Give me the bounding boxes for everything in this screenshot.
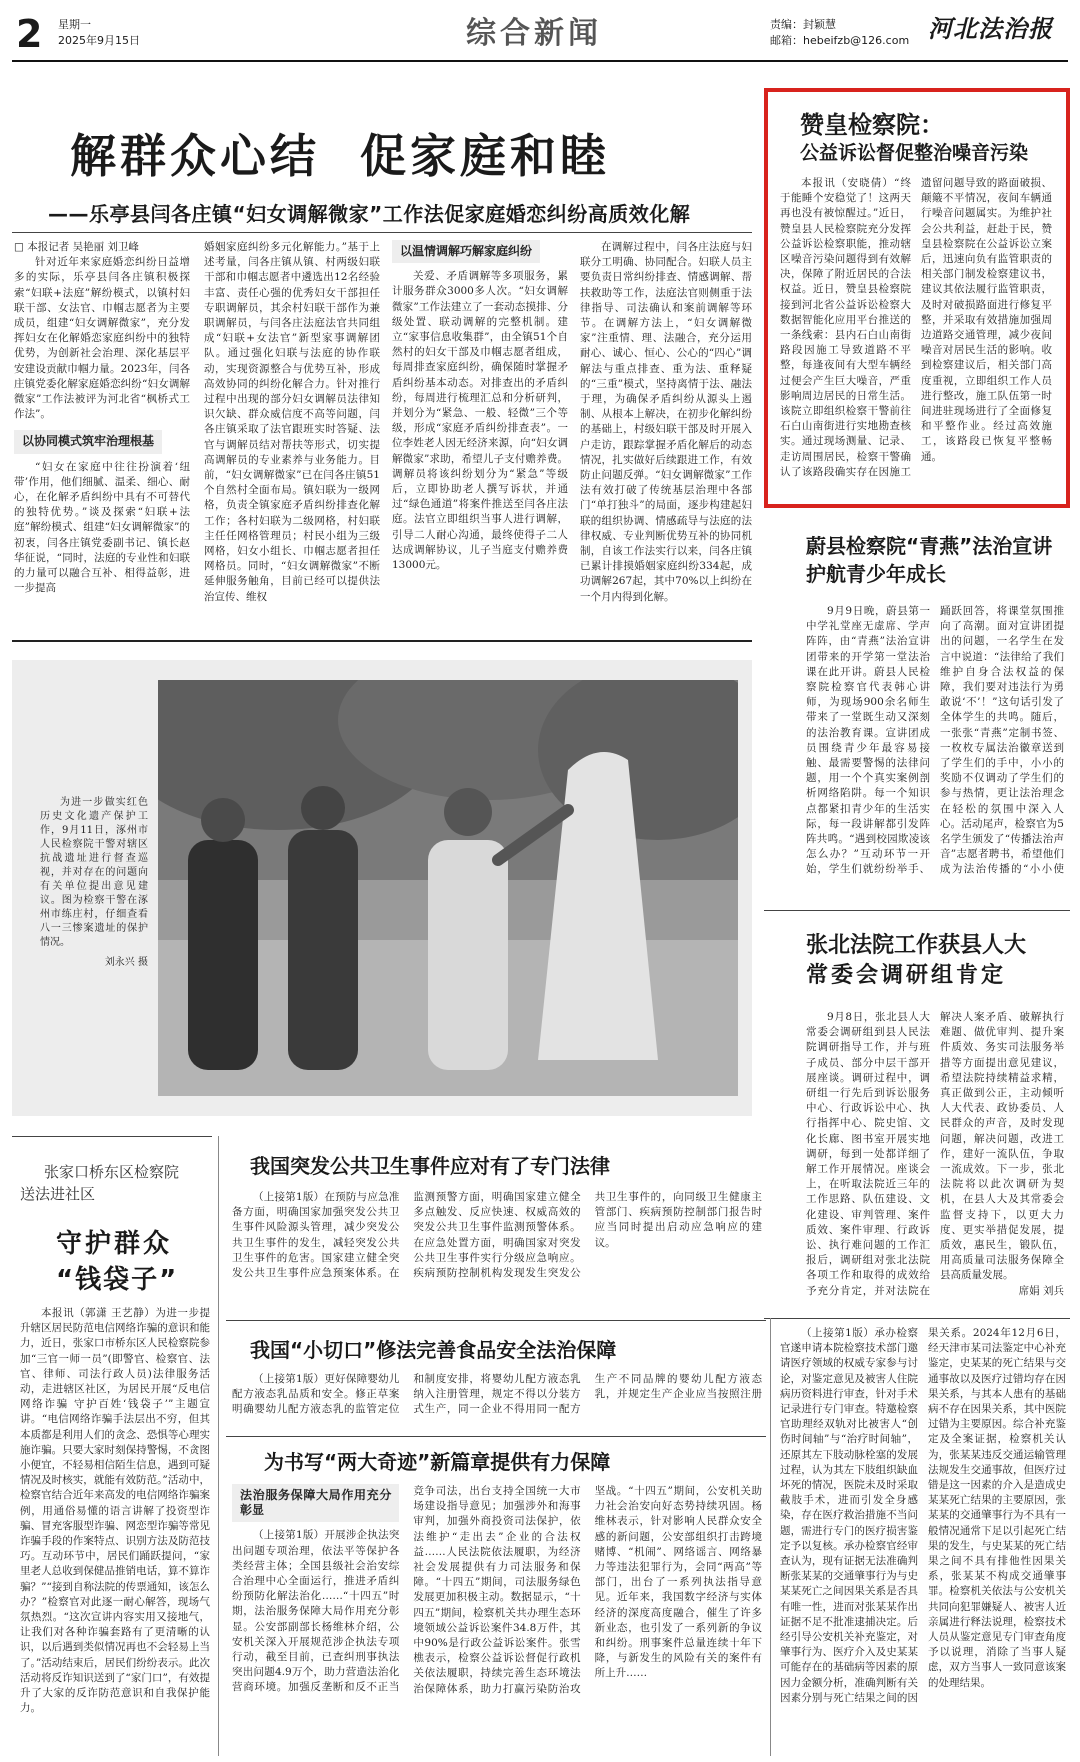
lead-column-1 [14,240,190,612]
page-number: 2 [16,12,43,56]
zanhuang-title-line2: 公益诉讼督促整治噪音污染 [800,142,1029,164]
lead-column-2 [204,240,380,612]
zanhuang-body: 本报讯（安晓倩）“终于能睡个安稳觉了！这两天再也没有被惊醒过。”近日，赞皇县人民检察院充分发挥公益诉讼检察职能，推动辖区噪音污染问题得到有效解决，保障了附近居民的合法权益。近日，赞皇县检察院接到河北省公益诉讼检察大数据智能化应用平台推送的一条线索：县内石白山南街路段因施工导致道路不平整，每逢夜间有大型车辆经过便会产生巨大噪音，严重影响周边居民的日常生活。该院立即组织检察干警前往石白山南街进行实地勘查核实。通过现场测量、记录、走访周围居民，检察干警确认了该路段确实存在因施工遗留问题导致的路面破损、颠簸不平情况，夜间车辆通行噪音问题属实。为维护社会公共利益，赶赴于民，赞皇县检察院在公益诉讼立案后，迅速向负有监管职责的相关部门制发检察建议书，建议其依法履行监管职责，及时对破损路面进行修复平整，并采取有效措施加强周边道路交通管理，减少夜间噪音对居民生活的影响。收到检察建议后，相关部门高度重视，立即组织工作人员进行整改，施工队伍第一时间进驻现场进行了全面修复和平整作业。经过高效施工，该路段已恢复平整畅通。 [780,177,1052,478]
qiaodong-kicker-line1: 张家口桥东区检察院 [44,1163,180,1181]
law1-title: 我国突发公共卫生事件应对有了专门法律 [250,1154,610,1178]
lead-paragraph: 关爱、矛盾调解等多项服务，累计服务群众3000多人次。“妇女调解微家”工作法建立了一套动态摸排、分级处置、联动调解的完整机制。建立“家事信息收集群”，由全镇51个自然村的妇女干部及巾帼志愿者组成，每周排查家庭纠纷，确保随时掌握矛盾纠纷基本动态。对排查出的矛盾纠纷，每周进行梳理汇总和分析研判，并划分为“紧急、一般、轻微”三个等级，形成“家庭矛盾纠纷排查表”。一位李姓老人因无经济来源，向“妇女调解微家”求助，希望儿子支付赡养费。调解员将该纠纷划分为“紧急”等级后，立即协助老人撰写诉状，并通过“绿色通道”将案件推送至闫各庄法庭。法官立即组织当事人进行调解，引导二人耐心沟通，最终使得子二人达成调解协议，儿子当庭支付赡养费13000元。 [392,270,568,572]
continuation-article-body: （上接第1版）承办检察官遂申请本院检察技术部门邀请医疗领域的权威专家参与讨论，对鉴定意见及被害人住院病历资料进行审查，针对手术记录进行专门审查。特邀检察官助理经双轨对比被害人“创伤时间轴”与“治疗时间轴”，还原其左下肢动脉栓塞的发展过程，认为其左下肢组织缺血坏死的情况，医院未及时采取截肢手术，进而引发全身感染，存在医疗救治措施不当问题，需进行专门的医疗损害鉴定予以复核。承办检察官经审查认为，现有证据无法准确判断张某某的交通肇事行为与史某某死亡之间因果关系是否具有唯一性，进而对张某某作出证据不足不批准逮捕决定。后经引导公安机关补充鉴定，对肇事行为、医疗介入及史某某可能存在的基础病等因素的原因力金额分析，准确判断有关因素分别与死亡结果之间的因果关系。2024年12月6日，经天津市某司法鉴定中心补充鉴定，史某某的死亡结果与交通事故以及医疗过错均存在因果关系，与其本人患有的基础病不存在因果关系，其中医院过错为主要原因。综合补充鉴定及全案证据，检察机关认为，张某某违反交通运输管理法规发生交通事故，但医疗过错是这一因素的介入是造成史某某死亡结果的主要原因，张某某的交通肇事行为不具有一般情况通常下足以引起死亡结果的发生，与史某某的死亡结果之间不具有排他性因果关系，张某某不构成交通肇事罪。检察机关依法与公安机关共同向犯罪嫌疑人、被害人近亲属进行释法说理，检察技术人员从鉴定意见专门审查角度予以说理，消除了当事人疑虑，双方当事人一致同意该案的处理结果。 [780,1327,1066,1704]
lead-paragraph: 婚姻家庭纠纷多元化解能力。”基于上述考量，闫各庄镇从镇、村两级妇联干部和巾帼志愿者中遴选出12名经验丰富、责任心强的优秀妇女干部担任专职调解员，其余村妇联干部作为兼职调解员，与闫各庄法庭法官共同组成“妇联+女法官”新型家事调解团队。通过强化妇联与法庭的协作联动，实现资源整合与优势互补，形成高效协同的纠纷化解合力。针对推行过程中出现的部分妇女调解员法律知识欠缺、群众威信度不高等问题，闫各庄镇采取了法官跟班实时答疑、法官与调解员结对帮扶等形式，切实提高调解员的专业素养与业务能力。目前，“妇女调解微家”已在闫各庄镇51个自然村全面布局。镇妇联为一级网格，负责全镇家庭矛盾纠纷排查化解工作；各村妇联为二级网格，村妇联主任任网格管理员；村民小组为三级网格，妇女小组长、巾帼志愿者担任网格员。同时，“妇女调解微家”不断延伸服务触角，目前已经可以提供法治宣传、维权 [204,241,380,603]
weixian-title-line2: 护航青少年成长 [806,562,946,586]
editor: 责编：封颖慧 [770,18,836,31]
zhangbei-byline: 席娟 刘兵 [1018,1284,1064,1297]
law3-title: 为书写“两大奇迹”新篇章提供有力保障 [264,1450,611,1474]
issue-date: 2025年9月15日 [58,34,140,47]
lead-title: 解群众心结 促家庭和睦 [70,129,611,183]
law2-body: （上接第1版）更好保障婴幼儿配方液态乳品质和安全。修正草案明确婴幼儿配方液态乳的监管定位和制度安排，将婴幼儿配方液态乳纳入注册管理，规定不得以分装方式生产，同一企业不得用同一配方生产不同品牌的婴幼儿配方液态乳，并规定生产企业应当按照注册 [232,1373,762,1416]
lead-column-4 [580,240,752,612]
law1-body: （上接第1版）在预防与应急准备方面，明确国家加强突发公共卫生事件风险源头管理，减少突发公共卫生事件的发生，减轻突发公共卫生事件的危害。国家建立健全突发公共卫生事件应急预案体系。在监测预警方面，明确国家建立健全多点触发、反应快速、权威高效的突发公共卫生事件监测预警体系。在应急处置方面，明确国家对突发公共卫生事件实行分级应急响应。疾病预防控制机构发现发生突发公共卫生事件的，向同级卫生健康主管部门、疾病预防控制部门报告时应当同时提出启动应急响应的建议。 [232,1191,762,1280]
lead-subheading-2: 以温情调解巧解家庭纠纷 [392,240,568,263]
qiaodong-kicker-line2: 送法进社区 [20,1185,96,1203]
zanhuang-title-line1: 赞皇检察院： [800,111,944,139]
weixian-body: 9月9日晚，蔚县第一中学礼堂座无虚席、学声阵阵，由“青燕”法治宣讲团带来的开学第一堂法治课在此开讲。蔚县人民检察院检察官代表韩心讲师，为现场900余名师生带来了一堂既生动又深刻的法治教育课。宣讲团成员围绕青少年最容易接触、最需要警惕的法律问题，用一个个真实案例剖析网络陷阱。每一个知识点都紧扣青少年的生活实际，每一段讲解都引发阵阵共鸣。“遇到校园欺凌该怎么办？”互动环节一开始，学生们就纷纷举手、踊跃回答，将课堂氛围推向了高潮。面对宣讲团提出的问题，一名学生在发言中说道：“法律给了我们维护自身合法权益的保障，我们要对违法行为勇敢说‘不’！”这句话引发了全体学生的共鸣。随后，一张张“青燕”定制书签、一枚枚专属法治徽章送到了学生们的手中，小小的奖励不仅调动了学生们的参与热情，更让法治理念在轻松的氛围中深入人心。活动尾声，检察官为5名学生颁发了“传播法治声音”志愿者聘书，希望他们成为法治传播的“小小使 [806,605,1064,876]
qiaodong-title-line1: 守护群众 [56,1229,173,1259]
lead-byline: □ 本报记者 吴艳丽 刘卫峰 [14,241,139,253]
qiaodong-body: 本报讯（郭潇 王艺静）为进一步提升辖区居民防范电信网络诈骗的意识和能力，近日，张家口市桥东区人民检察院参加“三官一师一员”(即警官、检察官、法官、律师、司法行政人员)法律服务活动，走进辖区社区，为居民开展“反电信网络诈骗 守护百姓‘钱袋子’”主题宣讲。“电信网络诈骗手法层出不穷，但其本质都是利用人们的贪念、恐惧等心理实施诈骗。只要大家时刻保持警惕，不贪图小便宜，不轻易相信陌生信息，遇到可疑情况及时核实，就能有效防范。”活动中，检察官结合近年来高发的电信网络诈骗案例，用通俗易懂的语言讲解了投资型诈骗、冒充客服型诈骗、网恋型诈骗等常见诈骗手段的作案特点、识别方法及防范技巧。互动环节中，居民们踊跃提问，“家里老人总收到保健品推销电话，算不算诈骗？”“接到自称法院的传票通知，该怎么办？”检察官对此逐一耐心解答，现场气氛热烈。“这次宣讲内容实用又接地气，让我们对各种诈骗套路有了更清晰的认识，以后遇到类似情况再也不会轻易上当了。”活动结束后，居民们纷纷表示。此次活动将反诈知识送到了“家门口”，有效提升了大家的反诈防范意识和自我保护能力。 [20,1307,210,1715]
law3-body: 法治服务保障大局作用充分彰显 （上接第1版）开展涉企执法突出问题专项治理，依法平等保护各类经营主体；全国县级社会治安综合治理中心全面运行，推进矛盾纠纷预防化解法治化……“十四五”时期，法治服务保障大局作用充分彰显。公安部副部长杨维林介绍，公安机关深入开展规范涉企执法专项行动，截至目前，已查纠刑事执法突出问题4.9万个，助力营造法治化营商环境。加强反垄断和反不正当竞争司法，出台支持全国统一大市场建设指导意见；加强涉外和海事审判，加强外商投资司法保护，依法维护“走出去”企业的合法权益……人民法院依法履职，为经济社会发展提供有力司法服务和保障。“十四五”期间，司法服务绿色发展更加积极主动。数据显示，“十四五”期间，检察机关共办理生态环境领域公益诉讼案件34.8万件，其中90%是行政公益诉讼案件。张雪樵表示，检察公益诉讼督促行政机关依法履职，持续完善生态环境法治保障体系，助力打赢污染防治攻坚战。“十四五”期间，公安机关助力社会治安向好态势持续巩固。杨维林表示，针对影响人民群众安全感的新问题，公安部组织打击跨境赌博、“机闹”、网络谣言、网络暴力等违法犯罪行为，会同“两高”等部门，出台了一系列执法指导意见。近年来，我国数字经济与实体经济的深度高度融合，催生了许多新业态，也引发了一系列新的争议和纠纷。刑事案件总量连续十年下降，与新发生的风险有关的案件有所上升…… [232,1485,762,1695]
lead-paragraph: 针对近年来家庭婚恋纠纷日益增多的实际，乐亭县闫各庄镇积极探索“妇联+法庭”解纷模式，以镇村妇联干部、女法官、巾帼志愿者为主要成员，组建“妇女调解微家”，充分发挥妇女在化解婚恋家庭纠纷中的独特优势，为创新社会治理、深化基层平安建设贡献巾帼力量。2023年，闫各庄镇党委化解家庭婚恋纠纷“妇女调解微家”工作法被评为河北省“枫桥式工作法”。 [14,256,190,421]
photo-credit: 刘永兴 摄 [104,957,148,968]
prosecutors-at-memorial-illustration [158,680,738,1096]
zhangbei-title-line2: 常委会调研组肯定 [806,963,1007,988]
law2-title: 我国“小切口”修法完善食品安全法治保障 [250,1338,617,1362]
lead-subtitle: ——乐亭县闫各庄镇“妇女调解微家”工作法促家庭婚恋纠纷高质效化解 [48,202,691,226]
editor-email: 邮箱：hebeifzb@126.com [770,34,910,47]
section-title: 综合新闻 [466,16,602,51]
news-photo [158,680,738,1096]
lead-paragraph: “妇女在家庭中往往扮演着‘纽带’作用，他们细腻、温柔、细心、耐心，在化解矛盾纠纷中具有不可替代的独特优势。”谈及探索“妇联+法庭”解纷模式、组建“妇女调解微家”的初衷，闫各庄镇党委副书记、镇长赵华征说，“同时，法庭的专业性和妇联的力量可以融合互补、相得益彰，进一步提高 [14,460,190,595]
photo-caption: 为进一步做实红色历史文化遗产保护工作，9月11日，涿州市人民检察院干警对辖区抗战遗址进行督查巡视，并对存在的问题向有关单位提出意见建议。图为检察干警在涿州市练庄村，仔细查看八一三惨案遗址的保护情况。 刘永兴 摄 [40,797,148,968]
newspaper-logo: 河北法治报 [928,14,1053,43]
weixian-title-line1: 蔚县检察院“青燕”法治宣讲 [806,534,1053,558]
law3-subheading: 法治服务保障大局作用充分彰显 [232,1484,399,1522]
weekday: 星期一 [58,18,91,31]
qiaodong-title-line2: “钱袋子” [56,1265,179,1295]
lead-subheading-1: 以协同模式筑牢治理根基 [14,430,190,453]
lead-paragraph: 在调解过程中，闫各庄法庭与妇联分工明确、协同配合。妇联人员主要负责日常纠纷排查、情感调解、帮扶救助等工作，法庭法官则侧重于法律指导、司法确认和案前调解等环节。在调解方法上，“妇女调解微家”注重情、理、法融合，充分运用耐心、诚心、恒心、公心的“四心”调解法与重点排查、重为法、重释疑的“三重”模式，坚持离情于法、融法于理，为确保矛盾纠纷从源头上遏制、从根本上解决，在初步化解纠纷的基础上，村级妇联干部及时开展入户走访，跟踪掌握矛盾化解后的动态情况，扎实做好后续跟进工作，有效防止问题反弹。“妇女调解微家”工作法有效打破了传统基层治理中各部门“单打独斗”的局面，逐步构建起妇联的组织协调、情感疏导与法庭的法律权威、专业判断优势互补的协同机制，自该工作法实行以来，闫各庄镇已累计排摸婚姻家庭纠纷334起，成功调解267起，其中70%以上纠纷在一个月内得到化解。 [580,241,752,603]
zhangbei-body: 9月8日，张北县人大常委会调研组到县人民法院调研指导工作，并与班子成员、部分中层干部开展座谈。调研过程中，调研组一行先后到诉讼服务中心、行政诉讼中心、执行指挥中心、院史馆、文化长廊、图书室开展实地调研，每到一处都详细了解工作开展情况。座谈会上，在听取法院近三年的工作思路、队伍建设、文化建设、审判管理、案件质效、案件审理、行政诉讼、执行难问题的工作汇报后，调研组对张北法院各项工作和取得的成效给予充分肯定，并对法院在解决人案矛盾、破解执行难题、做优审判、提升案件质效、务实司法服务举措等方面提出意见建议，希望法院持续精益求精，真正做到公正，主动倾听人大代表、政协委员、人民群众的声音，及时发现问题，解决问题，改进工作，建好一流队伍，争取一流成效。下一步，张北法院将以此次调研为契机，在县人大及其常委会监督支持下，以更大力度、更实举措促发展，提质效，惠民生，锻队伍，用高质量司法服务保障全县高质量发展。 席娟 刘兵 [806,1010,1064,1306]
zhangbei-title-line1: 张北法院工作获县人大 [806,933,1027,958]
lead-column-3 [392,240,568,612]
